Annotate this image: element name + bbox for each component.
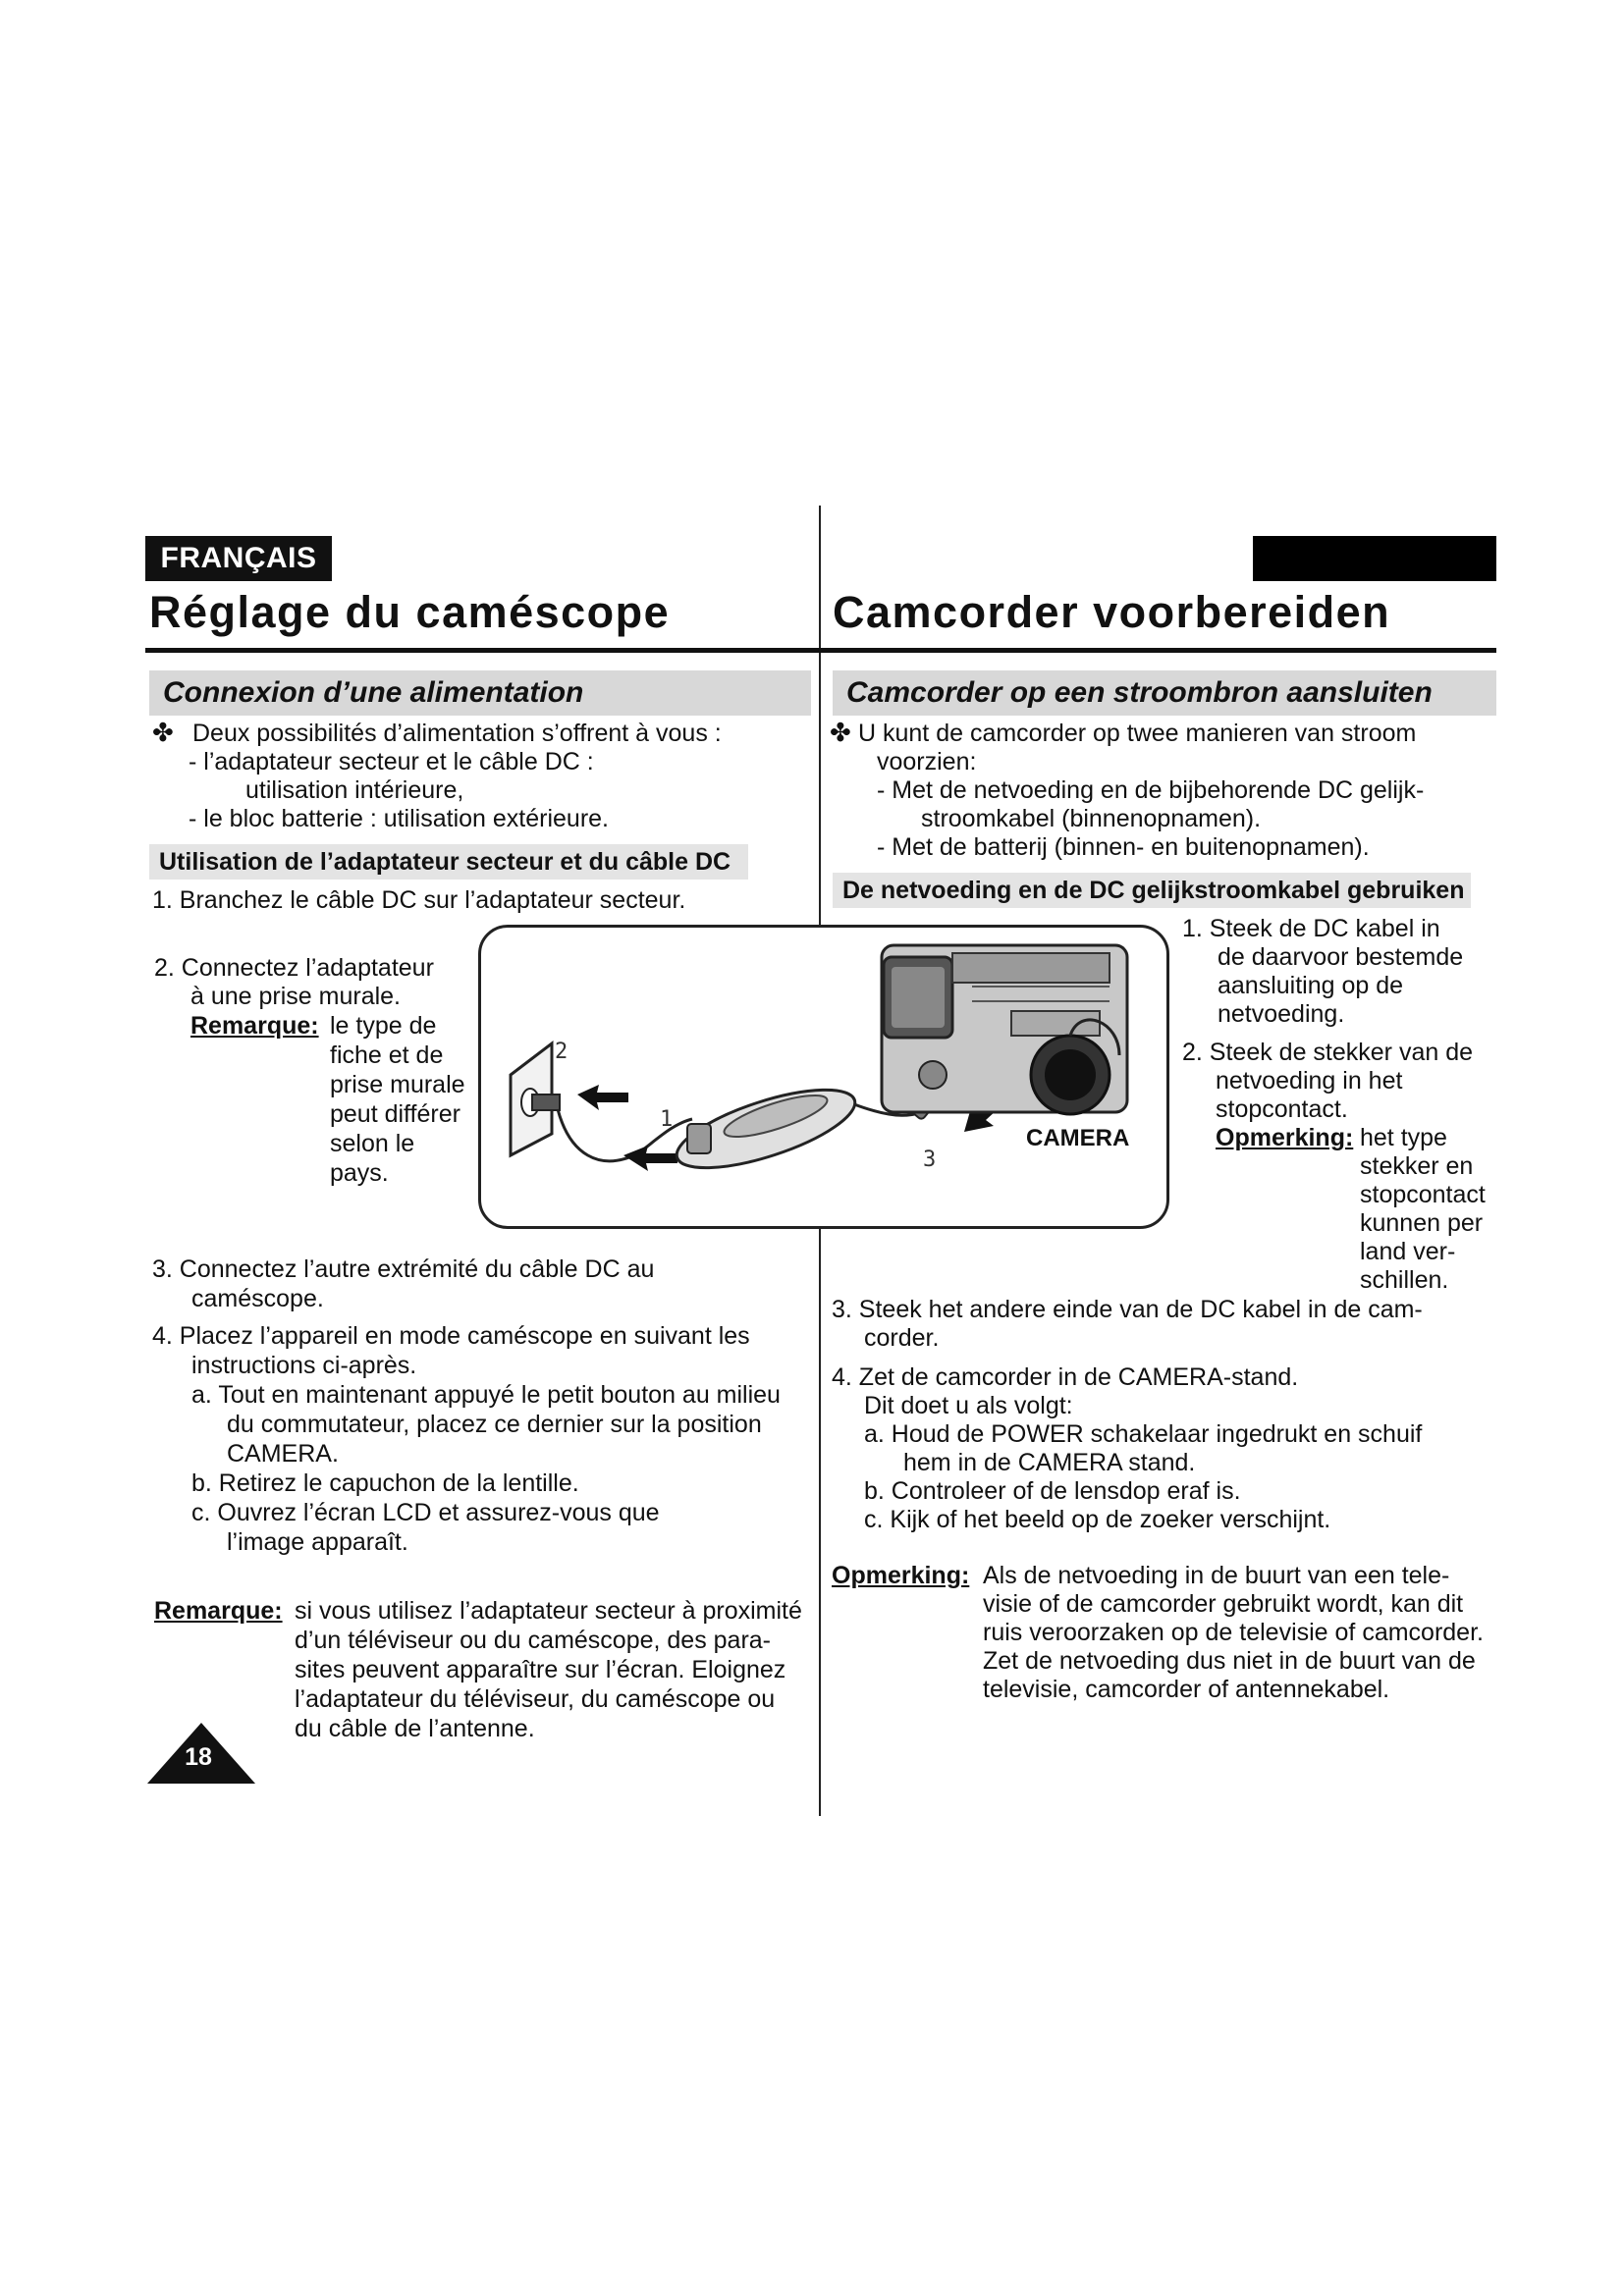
note-text-left: fiche et de: [330, 1041, 444, 1069]
callout-2: 2: [555, 1040, 568, 1064]
step-4-right: 4. Zet de camcorder in de CAMERA-stand.: [832, 1363, 1299, 1391]
note-text-left: selon le: [330, 1130, 415, 1157]
subheading-left: Utilisation de l’adaptateur secteur et du câble DC: [149, 844, 748, 880]
step-4a-right: hem in de CAMERA stand.: [903, 1449, 1196, 1476]
page-number: 18: [185, 1743, 212, 1771]
remark-text-right: visie of de camcorder gebruikt wordt, kan dit: [983, 1590, 1464, 1618]
note-text-right: het type: [1360, 1124, 1447, 1151]
intro-line: - le bloc batterie : utilisation extérieure.: [189, 805, 609, 832]
step-2-right: netvoeding in het: [1216, 1067, 1403, 1095]
step-3-left: 3. Connectez l’autre extrémité du câble DC au: [152, 1255, 655, 1283]
step-1-right: de daarvoor bestemde: [1218, 943, 1464, 971]
intro-line: Deux possibilités d’alimentation s’offrent à vous :: [192, 720, 722, 747]
remark-text-left: sites peuvent apparaître sur l’écran. Eloignez: [295, 1656, 786, 1683]
step-3-right: corder.: [864, 1324, 940, 1352]
remark-text-right: televisie, camcorder of antennekabel.: [983, 1676, 1390, 1703]
remark-text-left: l’adaptateur du téléviseur, du caméscope ou: [295, 1685, 776, 1713]
subheading-right: De netvoeding en de DC gelijkstroomkabel gebruiken: [833, 873, 1471, 908]
adapter-arrow-icon: [623, 1146, 677, 1171]
note-text-right: kunnen per: [1360, 1209, 1484, 1237]
connection-illustration: [478, 925, 1169, 1229]
step-4a-left: du commutateur, placez ce dernier sur la position: [227, 1411, 762, 1438]
plug-arrow-icon: [577, 1085, 628, 1110]
step-3-left: caméscope.: [191, 1285, 324, 1312]
note-text-right: land ver-: [1360, 1238, 1456, 1265]
step-1-left: 1. Branchez le câble DC sur l’adaptateur secteur.: [152, 886, 686, 914]
note-label-right: Opmerking:: [1216, 1124, 1354, 1151]
intro-line: U kunt de camcorder op twee manieren van stroom: [858, 720, 1417, 747]
step-2-right: 2. Steek de stekker van de: [1182, 1039, 1474, 1066]
step-4-left: 4. Placez l’appareil en mode caméscope en suivant les: [152, 1322, 750, 1350]
step-4c-left: l’image apparaît.: [227, 1528, 408, 1556]
intro-line: - Met de batterij (binnen- en buitenopnamen).: [877, 833, 1370, 861]
note-text-right: schillen.: [1360, 1266, 1449, 1294]
illustration-drawing: [481, 928, 1166, 1226]
intro-line: voorzien:: [877, 748, 977, 775]
step-2-left: à une prise murale.: [190, 983, 402, 1010]
step-4b-right: b. Controleer of de lensdop eraf is.: [864, 1477, 1241, 1505]
camcorder-icon: [882, 945, 1127, 1114]
title-rule: [145, 648, 1496, 653]
camera-label: CAMERA: [1026, 1125, 1130, 1151]
step-4a-left: a. Tout en maintenant appuyé le petit bouton au milieu: [191, 1381, 781, 1409]
note-text-left: peut différer: [330, 1100, 460, 1128]
note-text-left: pays.: [330, 1159, 389, 1187]
step-4-left: instructions ci-après.: [191, 1352, 417, 1379]
step-3-right: 3. Steek het andere einde van de DC kabel in de cam-: [832, 1296, 1423, 1323]
intro-line: stroomkabel (binnenopnamen).: [921, 805, 1262, 832]
intro-bullet-right: ✤: [830, 718, 851, 747]
page-title-right: Camcorder voorbereiden: [833, 587, 1391, 637]
step-1-right: 1. Steek de DC kabel in: [1182, 915, 1440, 942]
ac-adapter-icon: [669, 1074, 863, 1184]
remark-text-left: d’un téléviseur ou du caméscope, des para-: [295, 1627, 772, 1654]
remark-text-right: Als de netvoeding in de buurt van een tele-: [983, 1562, 1450, 1589]
intro-line: utilisation intérieure,: [245, 776, 464, 804]
intro-line: - l’adaptateur secteur et le câble DC :: [189, 748, 594, 775]
remark-label-right: Opmerking:: [832, 1562, 970, 1589]
note-text-right: stopcontact: [1360, 1181, 1486, 1208]
step-4a-right: a. Houd de POWER schakelaar ingedrukt en schuif: [864, 1420, 1423, 1448]
wall-outlet-icon: [511, 1043, 560, 1155]
step-4-right: Dit doet u als volgt:: [864, 1392, 1073, 1419]
page-title-left: Réglage du caméscope: [149, 587, 671, 637]
step-1-right: aansluiting op de: [1218, 972, 1404, 999]
section-heading-right: Camcorder op een stroombron aansluiten: [833, 670, 1496, 716]
step-2-right: stopcontact.: [1216, 1095, 1348, 1123]
note-text-right: stekker en: [1360, 1152, 1474, 1180]
step-4c-left: c. Ouvrez l’écran LCD et assurez-vous que: [191, 1499, 660, 1526]
intro-bullet-left: ✤: [152, 718, 174, 747]
language-badge: FRANÇAIS: [145, 536, 332, 581]
remark-label-left: Remarque:: [154, 1597, 283, 1625]
note-text-left: le type de: [330, 1012, 437, 1040]
remark-text-left: du câble de l’antenne.: [295, 1715, 535, 1742]
step-4a-left: CAMERA.: [227, 1440, 339, 1468]
language-badge-blank: [1253, 536, 1496, 581]
step-4c-right: c. Kijk of het beeld op de zoeker verschijnt.: [864, 1506, 1331, 1533]
step-1-right: netvoeding.: [1218, 1000, 1345, 1028]
note-label-left: Remarque:: [190, 1012, 319, 1040]
intro-line: - Met de netvoeding en de bijbehorende DC gelijk-: [877, 776, 1425, 804]
step-4b-left: b. Retirez le capuchon de la lentille.: [191, 1469, 579, 1497]
callout-1: 1: [660, 1107, 674, 1132]
section-heading-left: Connexion d’une alimentation: [149, 670, 811, 716]
remark-text-right: ruis veroorzaken op de televisie of camcorder.: [983, 1619, 1484, 1646]
note-text-left: prise murale: [330, 1071, 465, 1098]
step-2-left: 2. Connectez l’adaptateur: [154, 954, 434, 982]
remark-text-left: si vous utilisez l’adaptateur secteur à proximité: [295, 1597, 802, 1625]
callout-3: 3: [923, 1148, 937, 1172]
remark-text-right: Zet de netvoeding dus niet in de buurt van de: [983, 1647, 1476, 1675]
